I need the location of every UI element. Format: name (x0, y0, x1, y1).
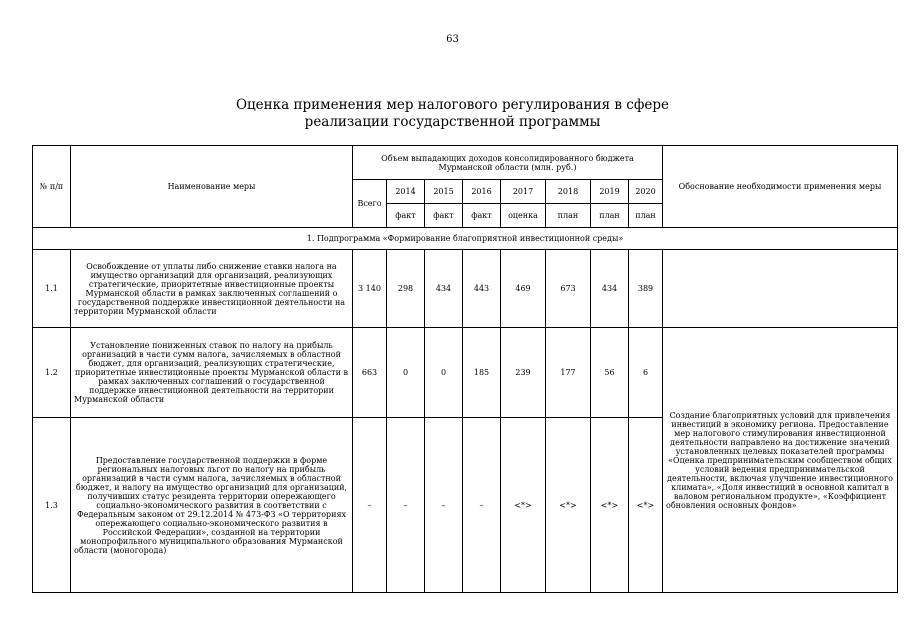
header-year: 2014 (387, 180, 425, 204)
row-value: <*> (591, 418, 629, 593)
title-line-1: Оценка применения мер налогового регулирования в сфере (235, 97, 670, 113)
row-value: <*> (546, 418, 591, 593)
measure-name: Установление пониженных ставок по налогу на прибыль организаций в части сумм налога, зачисляемых в областной бюджет, для организаций, реализующих стратегические, приоритетные инвестиционные проекты Мурманской области в рамках заключенных соглашений о государственной поддержке инвестиционной деятельности на территории Мурманской области (71, 328, 353, 418)
row-value: 298 (387, 250, 425, 328)
row-value: 185 (463, 328, 501, 418)
header-year: 2017 (501, 180, 546, 204)
header-name: Наименование меры (71, 146, 353, 228)
header-row-1 (33, 146, 898, 180)
header-kind: план (629, 204, 663, 228)
row-total: – (353, 418, 387, 593)
row-value: 469 (501, 250, 546, 328)
row-value: 443 (463, 250, 501, 328)
header-volume: Объем выпадающих доходов консолидированного бюджета Мурманской области (млн. руб.) (353, 146, 663, 180)
row-value: <*> (629, 418, 663, 593)
row-value: 434 (425, 250, 463, 328)
row-value: 239 (501, 328, 546, 418)
justification-text: Создание благоприятных условий для привлечения инвестиций в экономику региона. Предоставление мер налогового стимулирования инвестиционной деятельности направлено на достижение значений установленных целевых показателей программы «Оценка предпринимательским сообществом общих условий ведения предпринимательской деятельности, включая улучшение инвестиционного климата», «Доля инвестиций в основной капитал в валовом региональном продукте», «Коэффициент обновления основных фондов» (663, 328, 898, 593)
row-value: 389 (629, 250, 663, 328)
row-num: 1.1 (33, 250, 71, 328)
header-kind: план (546, 204, 591, 228)
header-kind: план (591, 204, 629, 228)
row-num: 1.2 (33, 328, 71, 418)
header-year: 2018 (546, 180, 591, 204)
row-value: – (425, 418, 463, 593)
row-value: 56 (591, 328, 629, 418)
header-justification: Обоснование необходимости применения меры (663, 146, 898, 228)
row-total: 3 140 (353, 250, 387, 328)
page-number: 63 (446, 34, 459, 45)
section-title: 1. Подпрограмма «Формирование благоприятной инвестиционной среды» (33, 228, 898, 250)
measure-name: Предоставление государственной поддержки в форме региональных налоговых льгот по налогу на прибыль организаций в части сумм налога, зачисляемых в областной бюджет, и налогу на имущество организаций для организаций, получивших статус резидента территории опережающего социально-экономического развития в соответствии с Федеральным законом от 29.12.2014 № 473-ФЗ «О территориях опережающего социально-экономического развития в Российской Федерации», созданной на территории монопрофильного муниципального образования Мурманской области (моногорода) (71, 418, 353, 593)
row-total: 663 (353, 328, 387, 418)
header-year: 2016 (463, 180, 501, 204)
row-num: 1.3 (33, 418, 71, 593)
row-value: <*> (501, 418, 546, 593)
header-kind: факт (425, 204, 463, 228)
justification-empty (663, 250, 898, 328)
row-value: 0 (425, 328, 463, 418)
row-value: – (387, 418, 425, 593)
header-num: № п/п (33, 146, 71, 228)
header-year: 2015 (425, 180, 463, 204)
row-value: 673 (546, 250, 591, 328)
row-value: 6 (629, 328, 663, 418)
row-value: 434 (591, 250, 629, 328)
section-row (33, 228, 898, 250)
measure-name: Освобождение от уплаты либо снижение ставки налога на имущество организаций для организаций, реализующих стратегические, приоритетные инвестиционные проекты Мурманской области в рамках заключенных соглашений о государственной поддержке инвестиционной деятельности на территории Мурманской области (71, 250, 353, 328)
header-kind: факт (387, 204, 425, 228)
table-row (33, 328, 898, 418)
title-line-2: реализации государственной программы (304, 114, 601, 130)
document-title (0, 97, 905, 131)
header-year: 2020 (629, 180, 663, 204)
table-row (33, 250, 898, 328)
tax-measures-table (32, 145, 898, 593)
header-year: 2019 (591, 180, 629, 204)
header-kind: факт (463, 204, 501, 228)
header-total: Всего (353, 180, 387, 228)
header-kind: оценка (501, 204, 546, 228)
row-value: 0 (387, 328, 425, 418)
row-value: 177 (546, 328, 591, 418)
row-value: – (463, 418, 501, 593)
